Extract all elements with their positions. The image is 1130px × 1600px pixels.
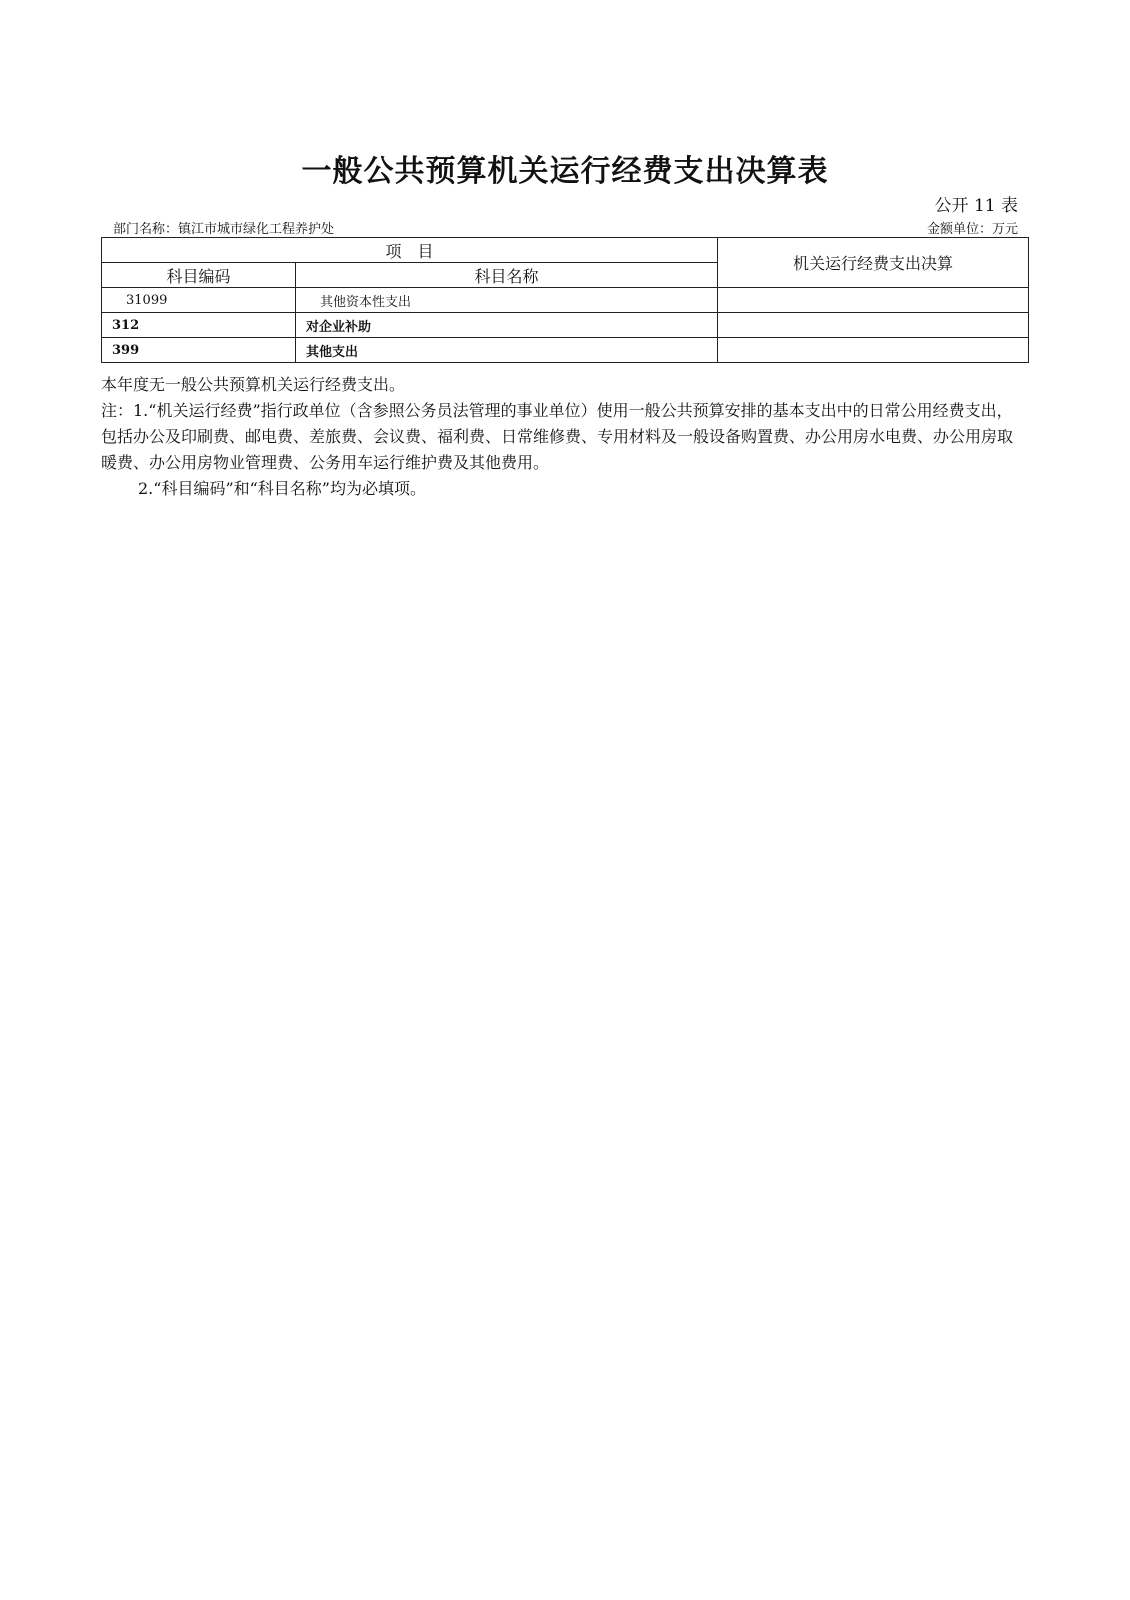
expenditure-table (101, 237, 1029, 363)
cell-amount (718, 313, 1029, 338)
amount-unit: 金额单位：万元 (926, 222, 1018, 237)
cell-amount (718, 338, 1029, 363)
header-amount: 机关运行经费支出决算 (718, 238, 1029, 288)
cell-subject-name: 对企业补助 (296, 313, 718, 338)
note-2: 2.“科目编码”和“科目名称”均为必填项。 (138, 479, 426, 498)
form-number: 公开 11 表 (934, 196, 1018, 216)
header-subject-name: 科目名称 (296, 263, 718, 288)
department-name: 部门名称：镇江市城市绿化工程养护处 (113, 222, 335, 237)
table-row (102, 313, 1029, 338)
note-1: 注：1.“机关运行经费”指行政单位（含参照公务员法管理的事业单位）使用一般公共预算安排的基本支出中的日常公用经费支出，包括办公及印刷费、邮电费、差旅费、会议费、福利费、日常维修费、专用材料及一般设备购置费、办公用房水电费、办公用房取暖费、办公用房物业管理费、公务用车运行维护费及其他费用。 (101, 401, 1014, 472)
table-row (102, 288, 1029, 313)
cell-amount (718, 288, 1029, 313)
cell-subject-code: 31099 (102, 288, 296, 313)
table-header-row (102, 238, 1029, 263)
header-item-group: 项 目 (102, 238, 718, 263)
cell-subject-name: 其他资本性支出 (296, 288, 718, 313)
cell-subject-code: 399 (102, 338, 296, 363)
summary-text: 本年度无一般公共预算机关运行经费支出。 (101, 375, 406, 394)
page-title: 一般公共预算机关运行经费支出决算表 (301, 154, 829, 189)
cell-subject-code: 312 (102, 313, 296, 338)
header-subject-code: 科目编码 (102, 263, 296, 288)
notes-section (101, 372, 1028, 502)
table-row (102, 338, 1029, 363)
cell-subject-name: 其他支出 (296, 338, 718, 363)
